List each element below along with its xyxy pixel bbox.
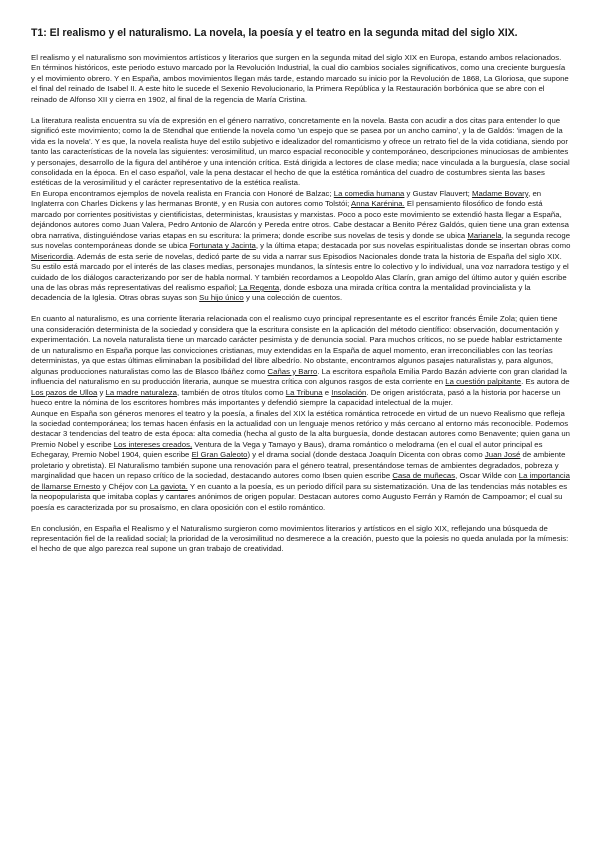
paragraph [31,116,571,189]
paragraph-text: y [97,387,106,397]
paragraph-text: ) y el drama social (donde destaca Joaquín Dicenta con obras como [247,450,485,460]
work-title: La Regenta [238,283,280,293]
work-title: Madame Bovary [471,188,529,198]
work-title: Marianela [467,230,502,240]
paragraph-text: . La escritora española Emilia Pardo Bazán advierte con gran claridad la influencia del naturalismo en su producción literaria, aunque se muestra crítica con algunos rasgos de esta corriente en [31,366,567,387]
work-title: El Gran Galeoto [191,450,248,460]
work-title: Fortunata y Jacinta [189,241,256,251]
work-title: La gaviota. [149,481,188,491]
paragraph-text: , en Inglaterra con Charles Dickens y las hermanas Brontë, y en Rusia con autores como Tolstói; [31,188,542,209]
paragraph-text: En conclusión, en España el Realismo y el Naturalismo surgieron como movimientos literarios y artísticos en el siglo XIX, reflejando una búsqueda de representación fiel de la realidad social; la prioridad de la verosimilitud no desmerece a la creación, puesto que la poiesis no queda anulada por la mímesis: el hecho de que algo parezca real supone un gran trabajo de creatividad. [31,523,569,554]
paragraph-text: Aunque en España son géneros menores el teatro y la poesía, a finales del XIX la estética romántica retrocede en virtud de un nuevo Realismo que refleja la sociedad contemporánea; los temas hacen énfasis en la actualidad con un lenguaje menos retórico y más cercano al entorno más reconocible. Podemos destacar 3 tendencias del teatro de esta época: alta comedia (hecha al gusto de la alta burguesía, donde destacan autores como Benavente; quien gana un Premio Nobel y escribe [31,408,571,449]
work-title: La madre naturaleza [105,387,177,397]
paragraph-text: Y en cuanto a la poesía, es un periodo difícil para su sistematización. Una de las tendencias más notables es la neopopularista que imitaba coplas y cantares anónimos de origen popular. Destacan autores como Augusto Ferrán y Ramón de Campoamor; el cual su poesía es caracterizada por su prosaísmo, en clara oposición con el estilo romántico. [31,481,568,512]
paragraph-text: . Además de esta serie de novelas, dedicó parte de su vida a narrar sus Episodios Nacionales donde trata la historia de España del siglo XIX. Su estilo está marcado por el interés de las clases medias, personajes mundanos, la síntesis entre lo colectivo y lo individual, una voz narradora testigo y el cuidado de los diálogos caracterizando por ser de habla normal. Y también recordamos a Leopoldo Alas Clarín, gran amigo del último autor y quién escribe una de las obras más representativas del realismo español; [31,251,569,293]
paragraph-text: . Es autora de [521,377,570,387]
document-body [31,53,571,555]
work-title: La cuestión palpitante [445,377,522,387]
paragraph-text: El realismo y el naturalismo son movimientos artísticos y literarios que surgen en la segunda mitad del siglo XIX en Europa, estando ambos relacionados. En términos históricos, este periodo estuvo marcado por la Revolución Industrial, la cual dio cambios sociales significativos, como una creciente burguesía y el movimiento obrero. Y en España, ambos movimientos llegan más tarde, estando marcado su inicio por la Revolución de 1868, La Gloriosa, que supone el final del reinado de Isabel II. A este hito le sucede el Sexenio Revolucionario, la Primera República y la Restauración borbónica que se abre con el reinado de Alfonso XII y cierra en 1902, al final de la regencia de María Cristina. [31,53,569,104]
work-title: Cañas y Barro [267,366,318,376]
paragraph-text: En cuanto al naturalismo, es una corriente literaria relacionada con el realismo cuyo principal representante es el escritor francés Émile Zola; quien tiene una consideración determinista de la sociedad y considera que la escritura consiste en la aplicación del método científico: observación, documentación y experimentación. La novela naturalista tiene un marcado carácter pesimista y de denuncia social. Para muchos críticos, no se puede hablar estrictamente de un naturalismo en España porque las convicciones cristianas, muy extendidas en la España de aquel momento, eran irreconciliables con las teorías deterministas, ya que estas últimas eliminaban la posibilidad del libre albedrío. No obstante, encontramos algunos pasajes naturalistas y, para algunos, algunas producciones naturalistas como las de Blasco Ibáñez como [31,314,563,376]
work-title: La comedia humana [333,188,405,198]
work-title: Anna Karénina. [351,199,405,209]
paragraph-text: El pensamiento filosófico de fondo está marcado por corrientes positivistas y cientificistas, deterministas, krausistas y marxistas. Poco a poco este movimiento se extendió hasta llegar a España, dejándonos autores como Juan Valera, Pedro Antonio de Alarcón y Pereda entre otros. Cabe destacar a Benito Pérez Galdós, quien tiene una gran extensa obra narrativa, distinguiéndose varias etapas en su escritura: la primera; donde escribe sus novelas de tesis y donde se ubica [31,199,569,240]
paragraph-text: , donde esboza una mirada crítica contra la mentalidad provincialista y la decadencia de la Iglesia. Otras obras suyas son [31,283,531,303]
paragraph [31,409,571,514]
work-title: Su hijo único [199,293,244,303]
work-title: Los intereses creados, [113,439,193,449]
paragraph-text: . De origen aristócrata, pasó a la historia por hacerse un hueco entre la nómina de los escritores hombres más importantes y defendió siempre la capacidad intelectual de la mujer. [31,387,561,408]
work-title: Juan José [484,450,521,460]
paragraph-text: e [322,387,332,397]
work-title: Casa de muñecas [392,471,456,481]
paragraph [31,314,571,408]
paragraph [31,53,571,105]
paragraph-text: de ambiente proletario y obretista). El Naturalismo también supone una renovación para el género teatral, presentándose temas de ambientes degradados, pobreza y marginalidad que hacen un repaso crítico de la sociedad, destacando autores como Ibsen quien escribe [31,450,566,481]
paragraph [31,524,571,555]
paragraph-text: En Europa encontramos ejemplos de novela realista en Francia con Honoré de Balzac; [31,188,334,198]
paragraph-text: , la segunda recoge sus novelas contemporáneas donde se ubica [31,230,571,251]
paragraph-text: y Gustav Flauvert; [404,188,472,198]
paragraph-text: Ventura de la Vega y Tamayo y Baus), drama romántico o melodrama (en el cual el autor principal es Echegaray, Premio Nobel 1904, quien escribe [31,439,543,460]
paragraph-text: La literatura realista encuentra su vía de expresión en el género narrativo, concretamente en la novela. Basta con acudir a dos citas para entender lo que significó este movimiento; como la de Stendhal que entiende la novela como 'un espejo que se pasea por un ancho camino', y la de Galdós: 'imagen de la vida es la novela'. Y es que, la novela realista huye del estilo subjetivo e idealizador del romanticismo y ofrece un retrato fiel de la vida cotidiana, siendo por tanto las características de la novela las siguientes: verosimilitud, un marco espacial reconocible y contemporáneo, descripciones minuciosas de ambientes y personajes, desarrollo de la figura del antihéroe y una intención crítica. Está dirigida a lectores de clase media; nace vinculada a la burguesía, clase social consolidada en la época. En el caso español, vale la pena destacar el hecho de que la estética romántica del cuadro de costumbres sienta las bases estéticas de la verosimilitud y el carácter representativo de la estética realista. [31,115,570,188]
work-title: La Tribuna [285,387,323,397]
work-title: Misericordia [31,251,74,261]
paragraph-text: , Oscar Wilde con [455,471,519,481]
document-title: T1: El realismo y el naturalismo. La novela, la poesía y el teatro en la segunda mitad del siglo XIX. [31,27,518,39]
work-title: Insolación [331,387,367,397]
paragraph-text: , y la última etapa; destacada por sus novelas espiritualistas donde se insertan obras como [255,241,571,251]
paragraph-text: y una colección de cuentos. [243,293,343,303]
work-title: Los pazos de Ulloa [31,387,98,397]
paragraph [31,189,571,304]
work-title: La importancia de llamarse Ernesto [31,471,570,491]
paragraph-text: y Chéjov con [100,481,150,491]
paragraph-text: , también de otros títulos como [177,387,286,397]
